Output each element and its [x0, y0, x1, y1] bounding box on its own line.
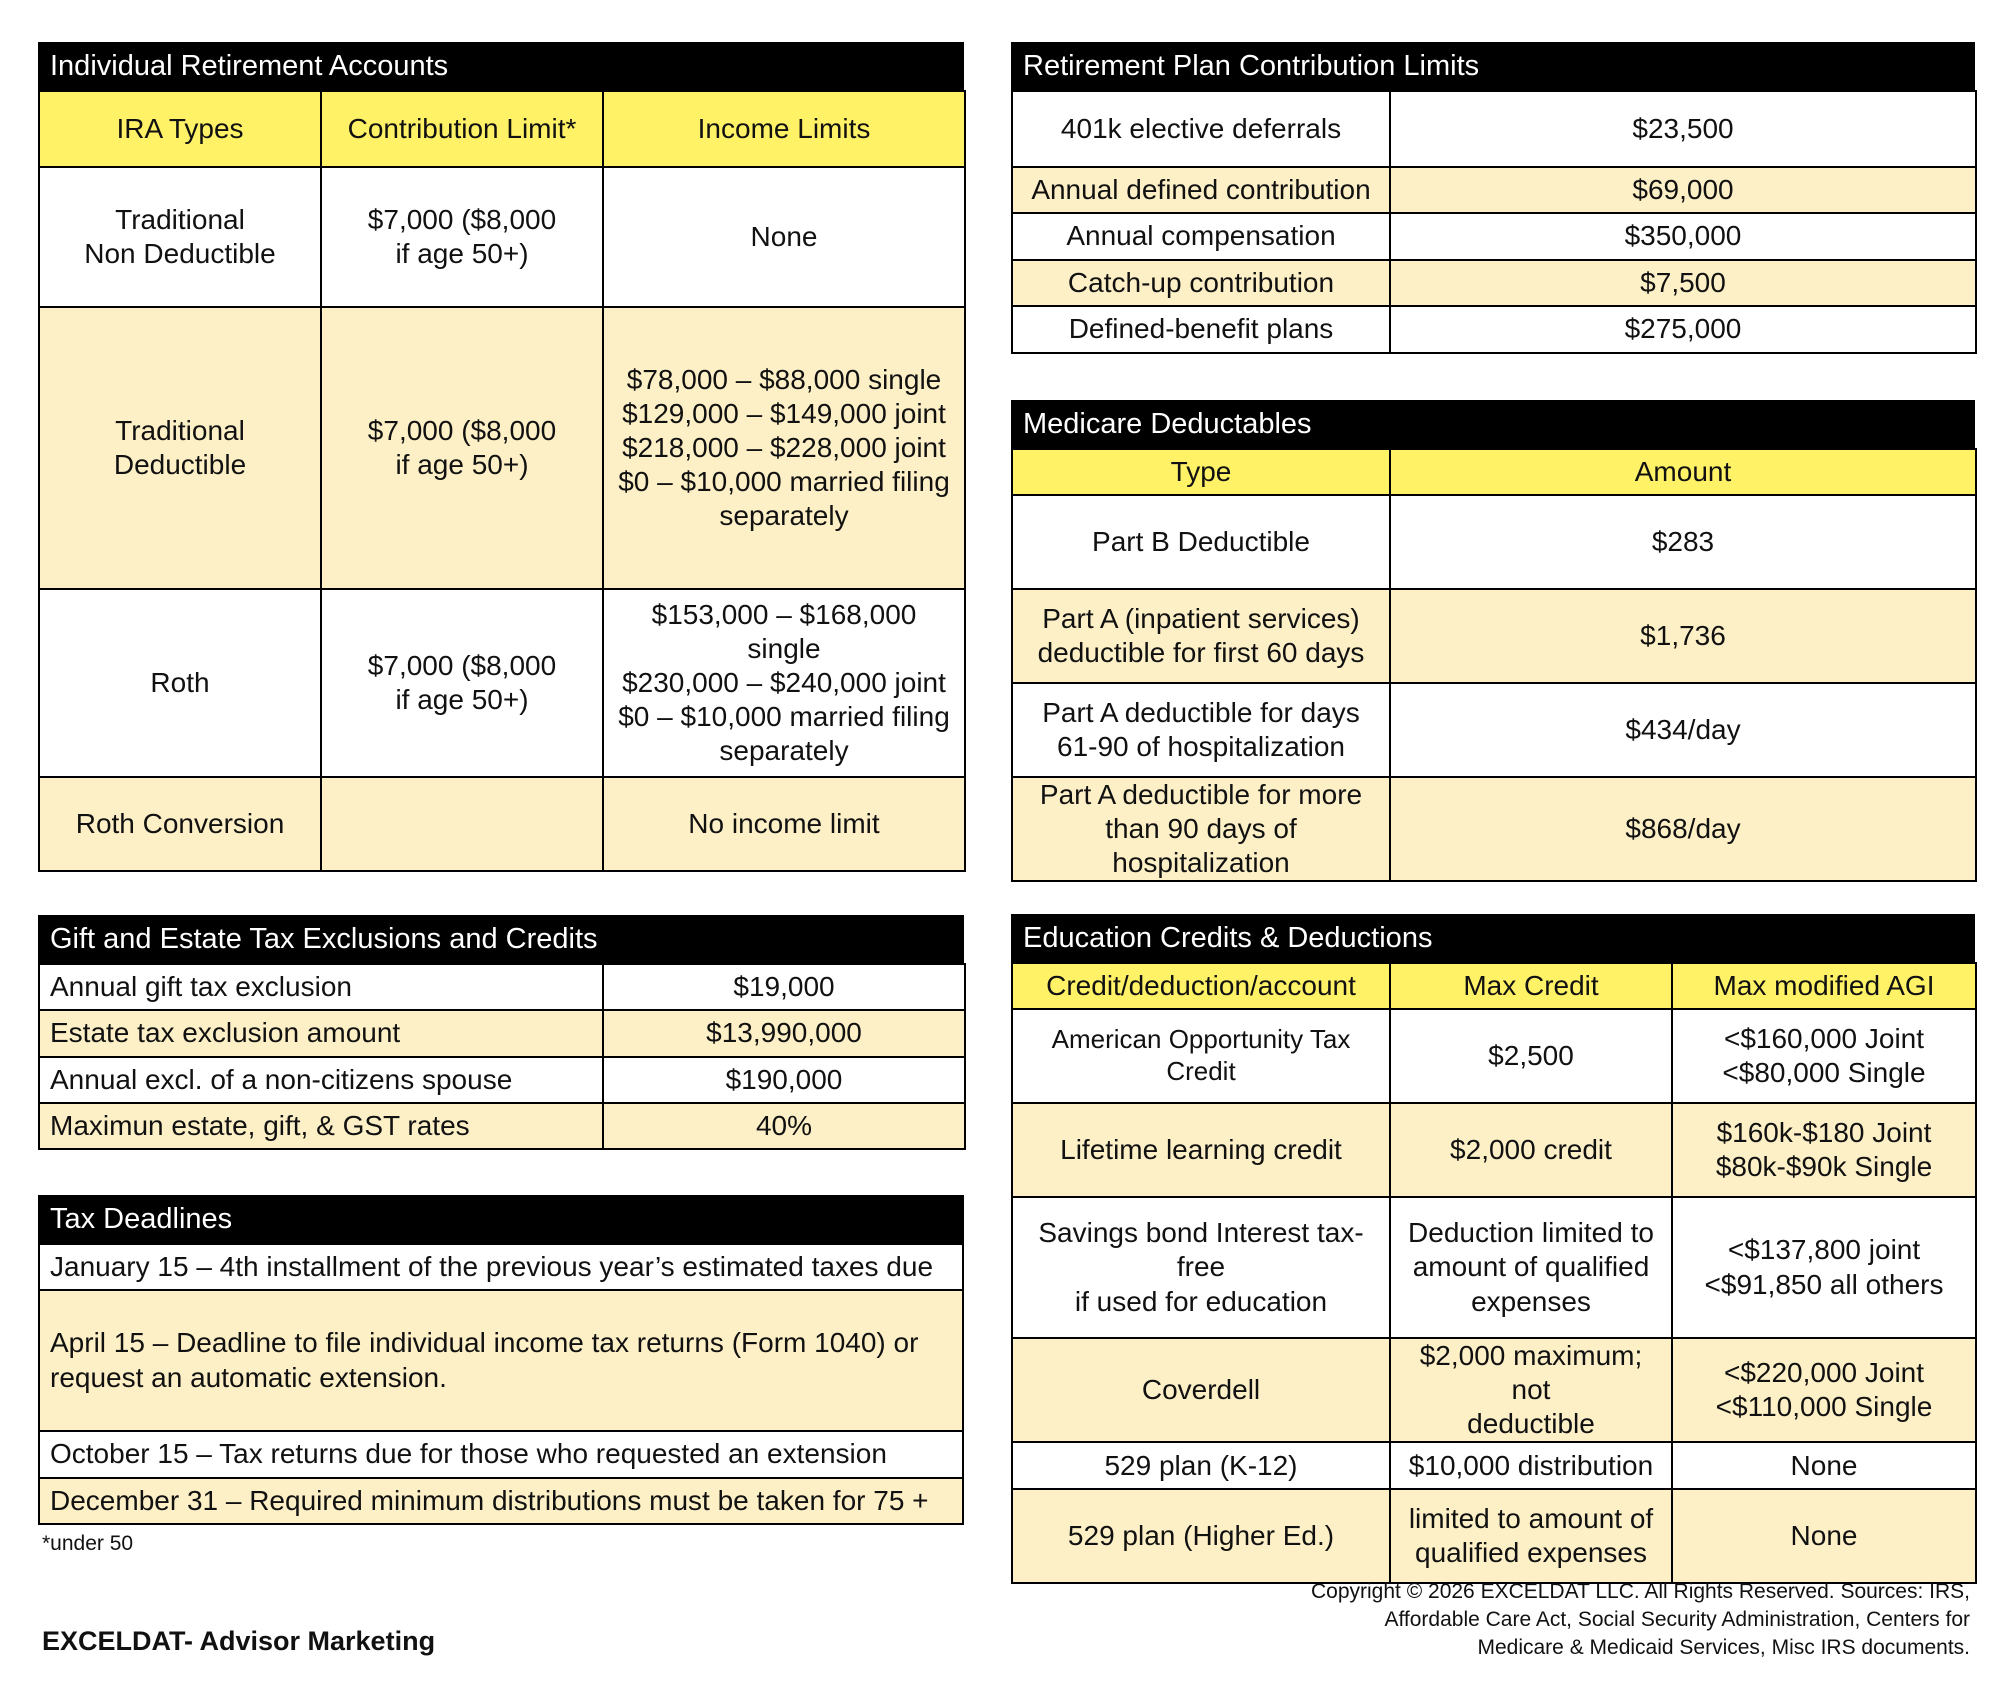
medicare-header-row: [1012, 449, 1976, 495]
education-header-agi: Max modified AGI: [1672, 963, 1976, 1009]
table-row: [1012, 495, 1976, 589]
table-row: [39, 1057, 965, 1103]
ira-limit-cell: [321, 777, 603, 871]
education-table: [1011, 962, 1977, 1584]
table-row: [1012, 91, 1976, 167]
ira-header-type: IRA Types: [39, 91, 321, 167]
gift-title: Gift and Estate Tax Exclusions and Credits: [38, 915, 964, 963]
medicare-value-cell: $1,736: [1390, 589, 1976, 683]
education-agi-cell: $160k-$180 Joint $80k-$90k Single: [1672, 1103, 1976, 1197]
education-credit-cell: $2,000 maximum; not deductible: [1390, 1338, 1672, 1442]
table-row: [1012, 1103, 1976, 1197]
ira-income-cell: No income limit: [603, 777, 965, 871]
education-agi-cell: <$137,800 joint <$91,850 all others: [1672, 1197, 1976, 1338]
gift-table: [38, 963, 966, 1150]
table-row: [1012, 1489, 1976, 1583]
gift-value-cell: $19,000: [603, 964, 965, 1010]
retirement-value-cell: $275,000: [1390, 306, 1976, 353]
retirement-value-cell: $350,000: [1390, 213, 1976, 260]
medicare-label-cell: Part A deductible for more than 90 days of hospitalization: [1012, 777, 1390, 881]
deadline-cell: April 15 – Deadline to file individual income tax returns (Form 1040) or request an automatic extension.: [39, 1290, 963, 1431]
education-label-cell: 529 plan (K-12): [1012, 1442, 1390, 1489]
education-header-credit: Max Credit: [1390, 963, 1672, 1009]
ira-table: [38, 90, 966, 872]
medicare-title: Medicare Deductables: [1011, 400, 1975, 448]
education-panel: [1011, 914, 1975, 1584]
footnote: *under 50: [42, 1532, 134, 1555]
ira-header-limit: Contribution Limit*: [321, 91, 603, 167]
medicare-value-cell: $434/day: [1390, 683, 1976, 777]
table-row: [39, 1290, 963, 1431]
medicare-table: [1011, 448, 1977, 882]
ira-limit-cell: $7,000 ($8,000 if age 50+): [321, 307, 603, 589]
medicare-value-cell: $283: [1390, 495, 1976, 589]
gift-label-cell: Estate tax exclusion amount: [39, 1010, 603, 1057]
deadline-cell: January 15 – 4th installment of the previous year’s estimated taxes due: [39, 1244, 963, 1290]
education-label-cell: Lifetime learning credit: [1012, 1103, 1390, 1197]
retirement-label-cell: Catch-up contribution: [1012, 260, 1390, 306]
table-row: [39, 1478, 963, 1524]
gift-label-cell: Annual excl. of a non-citizens spouse: [39, 1057, 603, 1103]
ira-limit-cell: $7,000 ($8,000 if age 50+): [321, 589, 603, 777]
education-credit-cell: limited to amount of qualified expenses: [1390, 1489, 1672, 1583]
medicare-panel: [1011, 400, 1975, 882]
retirement-value-cell: $23,500: [1390, 91, 1976, 167]
retirement-label-cell: Defined-benefit plans: [1012, 306, 1390, 353]
education-label-cell: Coverdell: [1012, 1338, 1390, 1442]
table-row: [1012, 1197, 1976, 1338]
gift-label-cell: Maximun estate, gift, & GST rates: [39, 1103, 603, 1149]
ira-panel: [38, 42, 964, 872]
deadline-cell: December 31 – Required minimum distributions must be taken for 75 +: [39, 1478, 963, 1524]
retirement-value-cell: $69,000: [1390, 167, 1976, 213]
medicare-header-amount: Amount: [1390, 449, 1976, 495]
table-row: [1012, 213, 1976, 260]
retirement-table: [1011, 90, 1977, 354]
education-header-row: [1012, 963, 1976, 1009]
ira-header-row: [39, 91, 965, 167]
deadlines-title: Tax Deadlines: [38, 1195, 964, 1243]
medicare-label-cell: Part B Deductible: [1012, 495, 1390, 589]
gift-value-cell: $13,990,000: [603, 1010, 965, 1057]
table-row: [39, 1010, 965, 1057]
gift-label-cell: Annual gift tax exclusion: [39, 964, 603, 1010]
retirement-panel: [1011, 42, 1975, 354]
medicare-header-type: Type: [1012, 449, 1390, 495]
gift-value-cell: 40%: [603, 1103, 965, 1149]
education-credit-cell: $2,500: [1390, 1009, 1672, 1103]
medicare-value-cell: $868/day: [1390, 777, 1976, 881]
education-label-cell: Savings bond Interest tax-free if used for education: [1012, 1197, 1390, 1338]
ira-type-cell: Roth: [39, 589, 321, 777]
ira-income-cell: None: [603, 167, 965, 307]
education-credit-cell: $2,000 credit: [1390, 1103, 1672, 1197]
ira-type-cell: Roth Conversion: [39, 777, 321, 871]
table-row: [1012, 1338, 1976, 1442]
ira-income-cell: $78,000 – $88,000 single $129,000 – $149,000 joint $218,000 – $228,000 joint $0 – $10,000 married filing separately: [603, 307, 965, 589]
ira-limit-cell: $7,000 ($8,000 if age 50+): [321, 167, 603, 307]
table-row: [1012, 1009, 1976, 1103]
ira-title: Individual Retirement Accounts: [38, 42, 964, 90]
retirement-label-cell: 401k elective deferrals: [1012, 91, 1390, 167]
deadlines-table: [38, 1243, 964, 1525]
table-row: [1012, 1442, 1976, 1489]
table-row: [39, 777, 965, 871]
education-agi-cell: <$160,000 Joint <$80,000 Single: [1672, 1009, 1976, 1103]
table-row: [39, 1431, 963, 1478]
table-row: [1012, 589, 1976, 683]
table-row: [1012, 260, 1976, 306]
table-row: [39, 1244, 963, 1290]
table-row: [1012, 683, 1976, 777]
gift-panel: [38, 915, 964, 1150]
gift-value-cell: $190,000: [603, 1057, 965, 1103]
table-row: [39, 167, 965, 307]
education-credit-cell: Deduction limited to amount of qualified expenses: [1390, 1197, 1672, 1338]
table-row: [1012, 167, 1976, 213]
education-label-cell: 529 plan (Higher Ed.): [1012, 1489, 1390, 1583]
deadline-cell: October 15 – Tax returns due for those who requested an extension: [39, 1431, 963, 1478]
retirement-label-cell: Annual defined contribution: [1012, 167, 1390, 213]
table-row: [39, 307, 965, 589]
ira-type-cell: Traditional Deductible: [39, 307, 321, 589]
education-agi-cell: <$220,000 Joint <$110,000 Single: [1672, 1338, 1976, 1442]
education-label-cell: American Opportunity Tax Credit: [1012, 1009, 1390, 1103]
table-row: [1012, 777, 1976, 881]
education-header-label: Credit/deduction/account: [1012, 963, 1390, 1009]
retirement-label-cell: Annual compensation: [1012, 213, 1390, 260]
education-credit-cell: $10,000 distribution: [1390, 1442, 1672, 1489]
table-row: [39, 1103, 965, 1149]
table-row: [1012, 306, 1976, 353]
table-row: [39, 964, 965, 1010]
ira-income-cell: $153,000 – $168,000 single $230,000 – $240,000 joint $0 – $10,000 married filing separately: [603, 589, 965, 777]
medicare-label-cell: Part A deductible for days 61-90 of hospitalization: [1012, 683, 1390, 777]
copyright-notice: Copyright © 2026 EXCELDAT LLC. All Rights Reserved. Sources: IRS, Affordable Care Act, Social Security Administration, Centers for Medicare & Medicaid Services, Misc IRS documents.: [1311, 1580, 1970, 1659]
brand-name: EXCELDAT- Advisor Marketing: [42, 1626, 436, 1656]
education-agi-cell: None: [1672, 1489, 1976, 1583]
ira-type-cell: Traditional Non Deductible: [39, 167, 321, 307]
education-agi-cell: None: [1672, 1442, 1976, 1489]
education-title: Education Credits & Deductions: [1011, 914, 1975, 962]
deadlines-panel: [38, 1195, 964, 1525]
retirement-title: Retirement Plan Contribution Limits: [1011, 42, 1975, 90]
ira-header-income: Income Limits: [603, 91, 965, 167]
table-row: [39, 589, 965, 777]
medicare-label-cell: Part A (inpatient services) deductible for first 60 days: [1012, 589, 1390, 683]
retirement-value-cell: $7,500: [1390, 260, 1976, 306]
